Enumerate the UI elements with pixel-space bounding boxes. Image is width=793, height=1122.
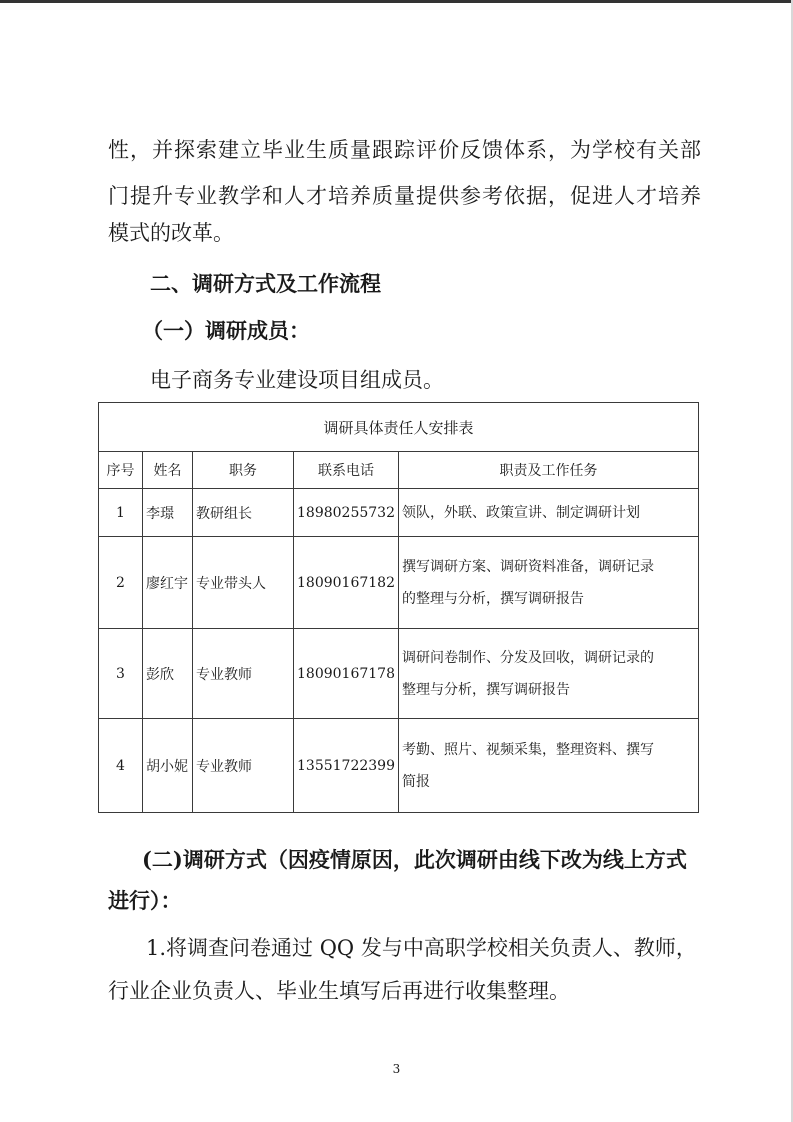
duty-line: 简报 (402, 773, 430, 790)
subsection-heading: 进行）： (108, 888, 182, 913)
row-name: 李璟 (143, 489, 193, 537)
duty-line: 的整理与分析，撰写调研报告 (402, 590, 584, 607)
row-phone: 18090167182 (294, 537, 399, 629)
paragraph-line: 电子商务专业建设项目组成员。 (150, 368, 444, 392)
scan-top-edge (0, 0, 793, 3)
paragraph-line: 门提升专业教学和人才培养质量提供参考依据，促进人才培养 (108, 184, 702, 208)
row-no: 1 (99, 489, 143, 537)
header-name: 姓名 (143, 452, 193, 489)
header-duty: 职责及工作任务 (399, 452, 699, 489)
table-header-row (99, 452, 699, 489)
subsection-heading: （一）调研成员： (142, 318, 310, 343)
row-name: 廖红宇 (143, 537, 193, 629)
paragraph-line: 模式的改革。 (108, 221, 234, 245)
row-duty (399, 719, 699, 813)
row-phone: 13551722399 (294, 719, 399, 813)
row-no: 4 (99, 719, 143, 813)
row-phone: 18980255732 (294, 489, 399, 537)
paragraph-line: 行业企业负责人、毕业生填写后再进行收集整理。 (108, 979, 570, 1003)
table-row (99, 719, 699, 813)
row-duty (399, 629, 699, 719)
header-phone: 联系电话 (294, 452, 399, 489)
row-duty (399, 537, 699, 629)
row-duty (399, 489, 699, 537)
row-no: 3 (99, 629, 143, 719)
responsibility-table (98, 402, 698, 813)
subsection-heading: (二)调研方式（因疫情原因，此次调研由线下改为线上方式 (142, 847, 687, 872)
table-row (99, 489, 699, 537)
duty-line: 整理与分析，撰写调研报告 (402, 681, 570, 698)
paragraph-line: 1.将调查问卷通过 QQ 发与中高职学校相关负责人、教师， (146, 936, 697, 960)
row-title: 专业教师 (193, 719, 294, 813)
header-no: 序号 (99, 452, 143, 489)
duty-line: 领队，外联、政策宣讲、制定调研计划 (402, 504, 640, 521)
section-heading: 二、调研方式及工作流程 (150, 271, 381, 296)
duty-line: 撰写调研方案、调研资料准备，调研记录 (402, 558, 654, 575)
row-title: 专业教师 (193, 629, 294, 719)
row-title: 专业带头人 (193, 537, 294, 629)
table-row (99, 537, 699, 629)
paragraph-line: 性，并探索建立毕业生质量跟踪评价反馈体系，为学校有关部 (108, 138, 702, 162)
row-name: 胡小妮 (143, 719, 193, 813)
row-name: 彭欣 (143, 629, 193, 719)
duty-line: 调研问卷制作、分发及回收，调研记录的 (402, 649, 654, 666)
page-number: 3 (392, 1062, 401, 1076)
row-title: 教研组长 (193, 489, 294, 537)
header-title: 职务 (193, 452, 294, 489)
row-phone: 18090167178 (294, 629, 399, 719)
table-row (99, 629, 699, 719)
row-no: 2 (99, 537, 143, 629)
duty-line: 考勤、照片、视频采集，整理资料、撰写 (402, 741, 654, 758)
table-caption: 调研具体责任人安排表 (99, 403, 699, 452)
